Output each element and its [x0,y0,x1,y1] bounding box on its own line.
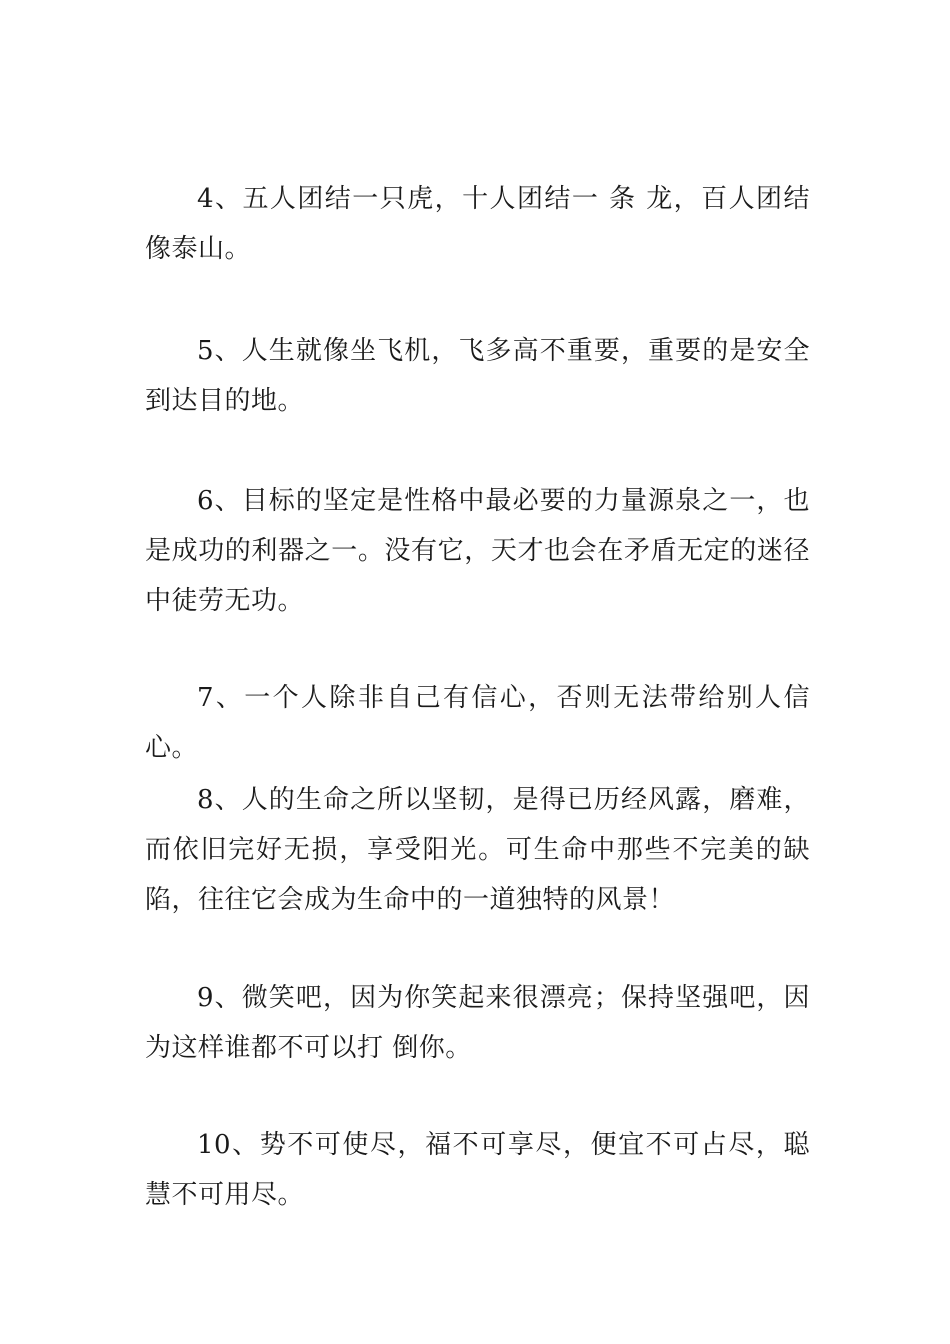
quote-paragraph-6: 6、目标的坚定是性格中最必要的力量源泉之一，也是成功的利器之一。没有它，天才也会在矛盾无定的迷径中徒劳无功。 [145,486,810,616]
quote-paragraph-7: 7、一个人除非自己有信心，否则无法带给别人信心。 [145,683,810,763]
quote-paragraph-9: 9、微笑吧，因为你笑起来很漂亮；保持坚强吧，因为这样谁都不可以打 倒你。 [145,983,810,1063]
quote-paragraph-5: 5、人生就像坐飞机，飞多高不重要，重要的是安全到达目的地。 [145,336,810,416]
quote-paragraph-10: 10、势不可使尽，福不可享尽，便宜不可占尽，聪慧不可用尽。 [145,1130,810,1210]
quote-paragraph-8: 8、人的生命之所以坚韧，是得已历经风露，磨难，而依旧完好无损，享受阳光。可生命中那些不完美的缺陷，往往它会成为生命中的一道独特的风景！ [145,785,810,915]
quote-paragraph-4: 4、五人团结一只虎，十人团结一 条 龙，百人团结像泰山。 [145,184,810,264]
